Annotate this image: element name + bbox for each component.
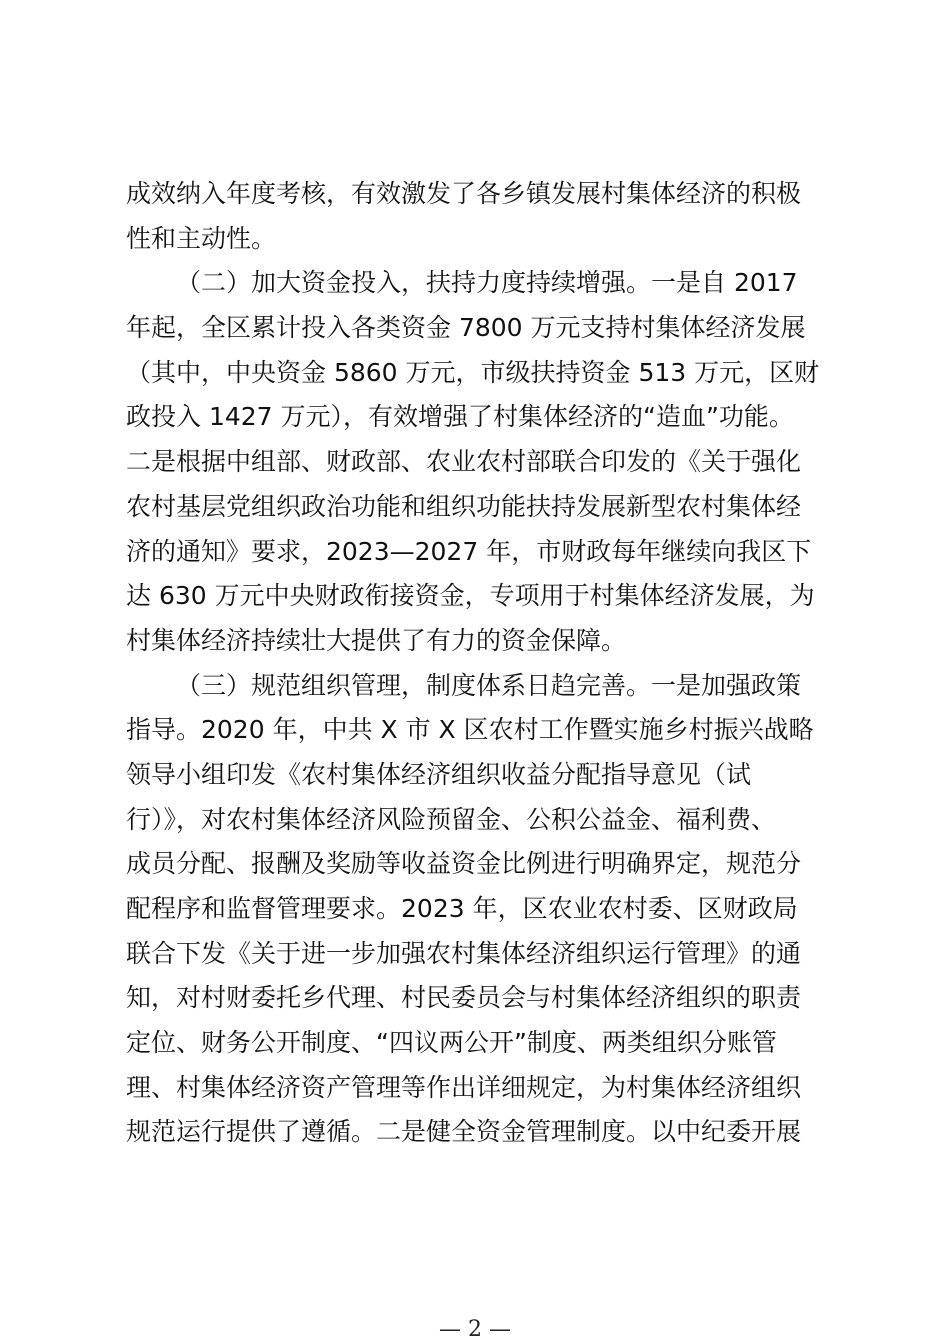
text-line: 领导小组印发《农村集体经济组织收益分配指导意见（试 <box>126 759 752 789</box>
text-line: 二是根据中组部、财政部、农业农村部联合印发的《关于强化 <box>126 447 802 477</box>
page-number: — 2 — <box>439 1317 511 1342</box>
document-body <box>126 172 826 1155</box>
text-line: 指导。2020 年，中共 X 市 X 区农村工作暨实施乡村振兴战略 <box>126 715 814 745</box>
text-line: 定位、财务公开制度、“四议两公开”制度、两类组织分账管 <box>126 1028 777 1058</box>
text-line: 知，对村财委托乡代理、村民委员会与村集体经济组织的职责 <box>126 983 802 1013</box>
text-line: 村集体经济持续壮大提供了有力的资金保障。 <box>126 625 627 655</box>
text-line: 农村基层党组织政治功能和组织功能扶持发展新型农村集体经 <box>126 491 802 521</box>
text-line: 性和主动性。 <box>126 223 277 253</box>
paragraph-first-line: （二）加大资金投入，扶持力度持续增强。一是自 2017 <box>176 268 798 298</box>
text-line: 成效纳入年度考核，有效激发了各乡镇发展村集体经济的积极 <box>126 179 802 208</box>
text-line: 规范运行提供了遵循。二是健全资金管理制度。以中纪委开展 <box>126 1117 802 1147</box>
text-line: 政投入 1427 万元），有效增强了村集体经济的“造血”功能。 <box>126 402 794 432</box>
text-line: 达 630 万元中央财政衔接资金，专项用于村集体经济发展，为 <box>126 581 815 611</box>
text-line: 联合下发《关于进一步加强农村集体经济组织运行管理》的通 <box>126 938 802 968</box>
text-line: （其中，中央资金 5860 万元，市级扶持资金 513 万元，区财 <box>126 357 820 387</box>
paragraph-first-line: （三）规范组织管理，制度体系日趋完善。一是加强政策 <box>176 670 802 700</box>
text-line: 理、村集体经济资产管理等作出详细规定，为村集体经济组织 <box>126 1072 802 1102</box>
text-line: 行）》，对农村集体经济风险预留金、公积公益金、福利费、 <box>126 804 777 834</box>
text-line: 济的通知》要求，2023—2027 年，市财政每年继续向我区下 <box>126 536 812 566</box>
text-line: 配程序和监督管理要求。2023 年，区农业农村委、区财政局 <box>126 894 798 923</box>
text-line: 年起，全区累计投入各类资金 7800 万元支持村集体经济发展 <box>126 313 806 343</box>
text-line: 成员分配、报酬及奖励等收益资金比例进行明确界定，规范分 <box>126 849 802 879</box>
